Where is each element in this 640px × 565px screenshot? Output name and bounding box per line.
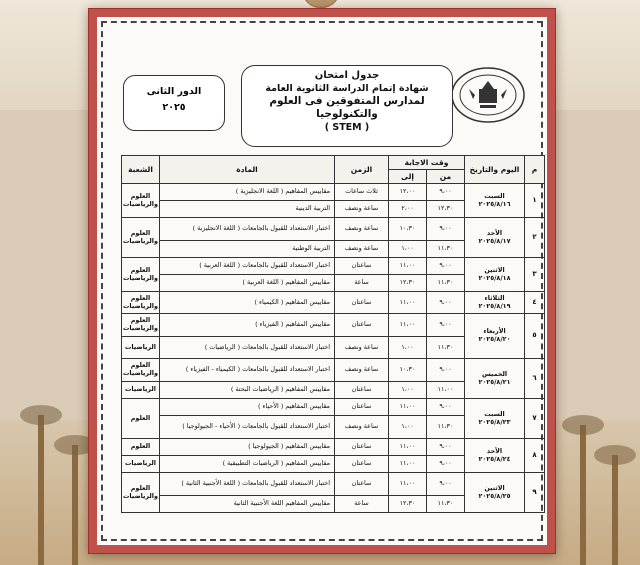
subject: التربية الدينية	[160, 201, 335, 218]
time-to: ١٢،٣٠	[389, 496, 427, 513]
track: العلوم والرياضيات	[122, 314, 160, 337]
track: الرياضيات	[122, 337, 160, 359]
time-from: ٩،٠٠	[427, 218, 465, 241]
duration: ساعتان	[335, 439, 389, 456]
date: ٢٠٢٥/٨/٢٣	[478, 417, 511, 426]
subject: مقاييس المفاهيم ( اللغة العربية )	[160, 275, 335, 292]
duration: ساعة ونصف	[335, 201, 389, 218]
day-date-cell	[465, 399, 525, 439]
day-date-cell	[465, 184, 525, 218]
subject: اختبار الاستعداد للقبول بالجامعات ( اللغة العربية )	[160, 258, 335, 275]
palm-tree-icon	[38, 415, 44, 565]
time-to: ١٠،٣٠	[389, 218, 427, 241]
subject: مقاييس المفاهيم ( الكيمياء )	[160, 292, 335, 314]
round-year: ٢٠٢٥	[162, 102, 186, 113]
date: ٢٠٢٥/٨/١٨	[478, 273, 511, 282]
duration: ساعة ونصف	[335, 218, 389, 241]
table-row	[122, 218, 545, 241]
row-number: ٧	[525, 399, 545, 439]
document-frame	[88, 8, 556, 554]
duration: ساعة ونصف	[335, 359, 389, 382]
time-from: ٩،٠٠	[427, 359, 465, 382]
table-row	[122, 399, 545, 416]
document-border	[101, 21, 543, 541]
palm-tree-icon	[580, 425, 586, 565]
time-to: ١١،٠٠	[389, 258, 427, 275]
day-name: الاثنين	[484, 483, 505, 492]
subject: اختبار الاستعداد للقبول بالجامعات ( الكيمياء - الفيزياء )	[160, 359, 335, 382]
time-from: ٩،٠٠	[427, 439, 465, 456]
header-answer-time: وقت الاجابة	[389, 156, 465, 170]
time-from: ٩،٠٠	[427, 473, 465, 496]
time-from: ١١،٣٠	[427, 337, 465, 359]
subject: مقاييس المفاهيم ( الفيزياء )	[160, 314, 335, 337]
header-from: من	[427, 170, 465, 184]
track: العلوم والرياضيات	[122, 184, 160, 218]
time-to: ١،٠٠	[389, 337, 427, 359]
document-paper	[97, 17, 547, 545]
palm-tree-icon	[612, 455, 618, 565]
subject: اختبار الاستعداد للقبول بالجامعات ( الأحياء - الجيولوجيا )	[160, 416, 335, 439]
time-to: ١،٠٠	[389, 382, 427, 399]
time-from: ١١،٣٠	[427, 496, 465, 513]
date: ٢٠٢٥/٨/١٩	[478, 301, 511, 310]
subject: مقاييس المفاهيم ( الرياضيات التطبيقية )	[160, 456, 335, 473]
round-box	[123, 75, 225, 131]
day-date-cell	[465, 292, 525, 314]
row-number: ٩	[525, 473, 545, 513]
time-from: ١١،٣٠	[427, 275, 465, 292]
time-to: ١١،٠٠	[389, 292, 427, 314]
time-from: ٩،٠٠	[427, 258, 465, 275]
day-name: الأحد	[486, 228, 503, 237]
day-name: الأربعاء	[483, 327, 506, 336]
table-row	[122, 258, 545, 275]
time-from: ١١،٠٠	[427, 382, 465, 399]
header-day-date: اليوم والتاريخ	[465, 156, 525, 184]
subject: مقاييس المفاهيم ( الرياضيات البحتة )	[160, 382, 335, 399]
row-number: ١	[525, 184, 545, 218]
title-line-2: شهادة إتمام الدراسة الثانوية العامة	[265, 83, 429, 94]
track: العلوم والرياضيات	[122, 359, 160, 382]
title-line-3: لمدارس المتفوقين فى العلوم والتكنولوجيا	[269, 95, 425, 120]
date: ٢٠٢٥/٨/٢١	[478, 377, 511, 386]
day-name: الاثنين	[484, 265, 505, 274]
title-line-1: جدول امتحان	[314, 70, 380, 81]
time-to: ١١،٠٠	[389, 314, 427, 337]
header-to: إلى	[389, 170, 427, 184]
header-duration: الزمن	[335, 156, 389, 184]
row-number: ٦	[525, 359, 545, 399]
duration: ساعة ونصف	[335, 241, 389, 258]
title-line-4: ( STEM )	[324, 122, 370, 133]
day-date-cell	[465, 218, 525, 258]
time-to: ١١،٠٠	[389, 399, 427, 416]
date: ٢٠٢٥/٨/٢٠	[478, 335, 511, 343]
track: العلوم	[122, 399, 160, 439]
row-number: ٤	[525, 292, 545, 314]
duration: ثلاث ساعات	[335, 184, 389, 201]
row-number: ٣	[525, 258, 545, 292]
time-to: ١٠،٣٠	[389, 359, 427, 382]
duration: ساعتان	[335, 314, 389, 337]
time-to: ١١،٠٠	[389, 439, 427, 456]
duration: ساعة ونصف	[335, 416, 389, 439]
track: العلوم	[122, 439, 160, 456]
round-label: الدور الثانى	[146, 86, 202, 97]
table-row	[122, 184, 545, 201]
time-from: ٩،٠٠	[427, 184, 465, 201]
duration: ساعتان	[335, 399, 389, 416]
time-to: ١،٠٠	[389, 241, 427, 258]
palm-tree-icon	[72, 445, 78, 565]
exam-schedule-table	[121, 155, 545, 513]
day-date-cell	[465, 439, 525, 473]
day-date-cell	[465, 314, 525, 359]
row-number: ٨	[525, 439, 545, 473]
date: ٢٠٢٥/٨/٢٤	[478, 454, 511, 463]
table-row	[122, 473, 545, 496]
header-num: م	[525, 156, 545, 184]
row-number: ٥	[525, 314, 545, 359]
track: الرياضيات	[122, 456, 160, 473]
table-row	[122, 292, 545, 314]
subject: مقاييس المفاهيم ( الأحياء )	[160, 399, 335, 416]
duration: ساعتان	[335, 258, 389, 275]
track: العلوم والرياضيات	[122, 292, 160, 314]
track: العلوم والرياضيات	[122, 473, 160, 513]
time-to: ٢،٠٠	[389, 201, 427, 218]
day-name: السبت	[484, 409, 505, 418]
time-from: ١١،٣٠	[427, 241, 465, 258]
duration: ساعة	[335, 496, 389, 513]
date: ٢٠٢٥/٨/١٧	[478, 236, 511, 245]
day-name: الخميس	[481, 369, 508, 378]
day-date-cell	[465, 473, 525, 513]
time-from: ١١،٣٠	[427, 416, 465, 439]
time-from: ٩،٠٠	[427, 399, 465, 416]
time-from: ٩،٠٠	[427, 314, 465, 337]
duration: ساعتان	[335, 292, 389, 314]
day-date-cell	[465, 258, 525, 292]
date: ٢٠٢٥/٨/١٦	[478, 199, 511, 208]
subject: اختبار الاستعداد للقبول بالجامعات ( اللغة الأجنبية الثانية )	[160, 473, 335, 496]
track: العلوم والرياضيات	[122, 218, 160, 258]
time-to: ١٢،٠٠	[389, 184, 427, 201]
row-number: ٢	[525, 218, 545, 258]
time-to: ١١،٠٠	[389, 456, 427, 473]
time-from: ١٢،٣٠	[427, 201, 465, 218]
header-subject: المادة	[160, 156, 335, 184]
subject: اختبار الاستعداد للقبول بالجامعات ( اللغة الانجليزية )	[160, 218, 335, 241]
subject: التربية الوطنية	[160, 241, 335, 258]
day-name: الثلاثاء	[484, 293, 505, 302]
subject: مقاييس المفاهيم اللغة الأجنبية الثانية	[160, 496, 335, 513]
table-row	[122, 359, 545, 382]
day-date-cell	[465, 359, 525, 399]
date: ٢٠٢٥/٨/٢٥	[478, 491, 511, 500]
header-track: الشعبة	[122, 156, 160, 184]
table-row	[122, 439, 545, 456]
duration: ساعتان	[335, 456, 389, 473]
day-name: الأحد	[486, 446, 503, 455]
exam-title-box	[241, 65, 453, 147]
duration: ساعة ونصف	[335, 337, 389, 359]
track: العلوم والرياضيات	[122, 258, 160, 292]
time-to: ١٢،٣٠	[389, 275, 427, 292]
duration: ساعتان	[335, 382, 389, 399]
duration: ساعتان	[335, 473, 389, 496]
track: الرياضيات	[122, 382, 160, 399]
table-row	[122, 314, 545, 337]
time-from: ٩،٠٠	[427, 292, 465, 314]
subject: مقاييس المفاهيم ( الجيولوجيا )	[160, 439, 335, 456]
time-from: ٩،٠٠	[427, 456, 465, 473]
time-to: ١١،٠٠	[389, 473, 427, 496]
time-to: ١،٠٠	[389, 416, 427, 439]
ministry-logo-icon	[449, 65, 527, 125]
duration: ساعة	[335, 275, 389, 292]
subject: اختبار الاستعداد للقبول بالجامعات ( الرياضيات )	[160, 337, 335, 359]
day-name: السبت	[484, 191, 505, 200]
subject: مقاييس المفاهيم ( اللغة الانجليزية )	[160, 184, 335, 201]
